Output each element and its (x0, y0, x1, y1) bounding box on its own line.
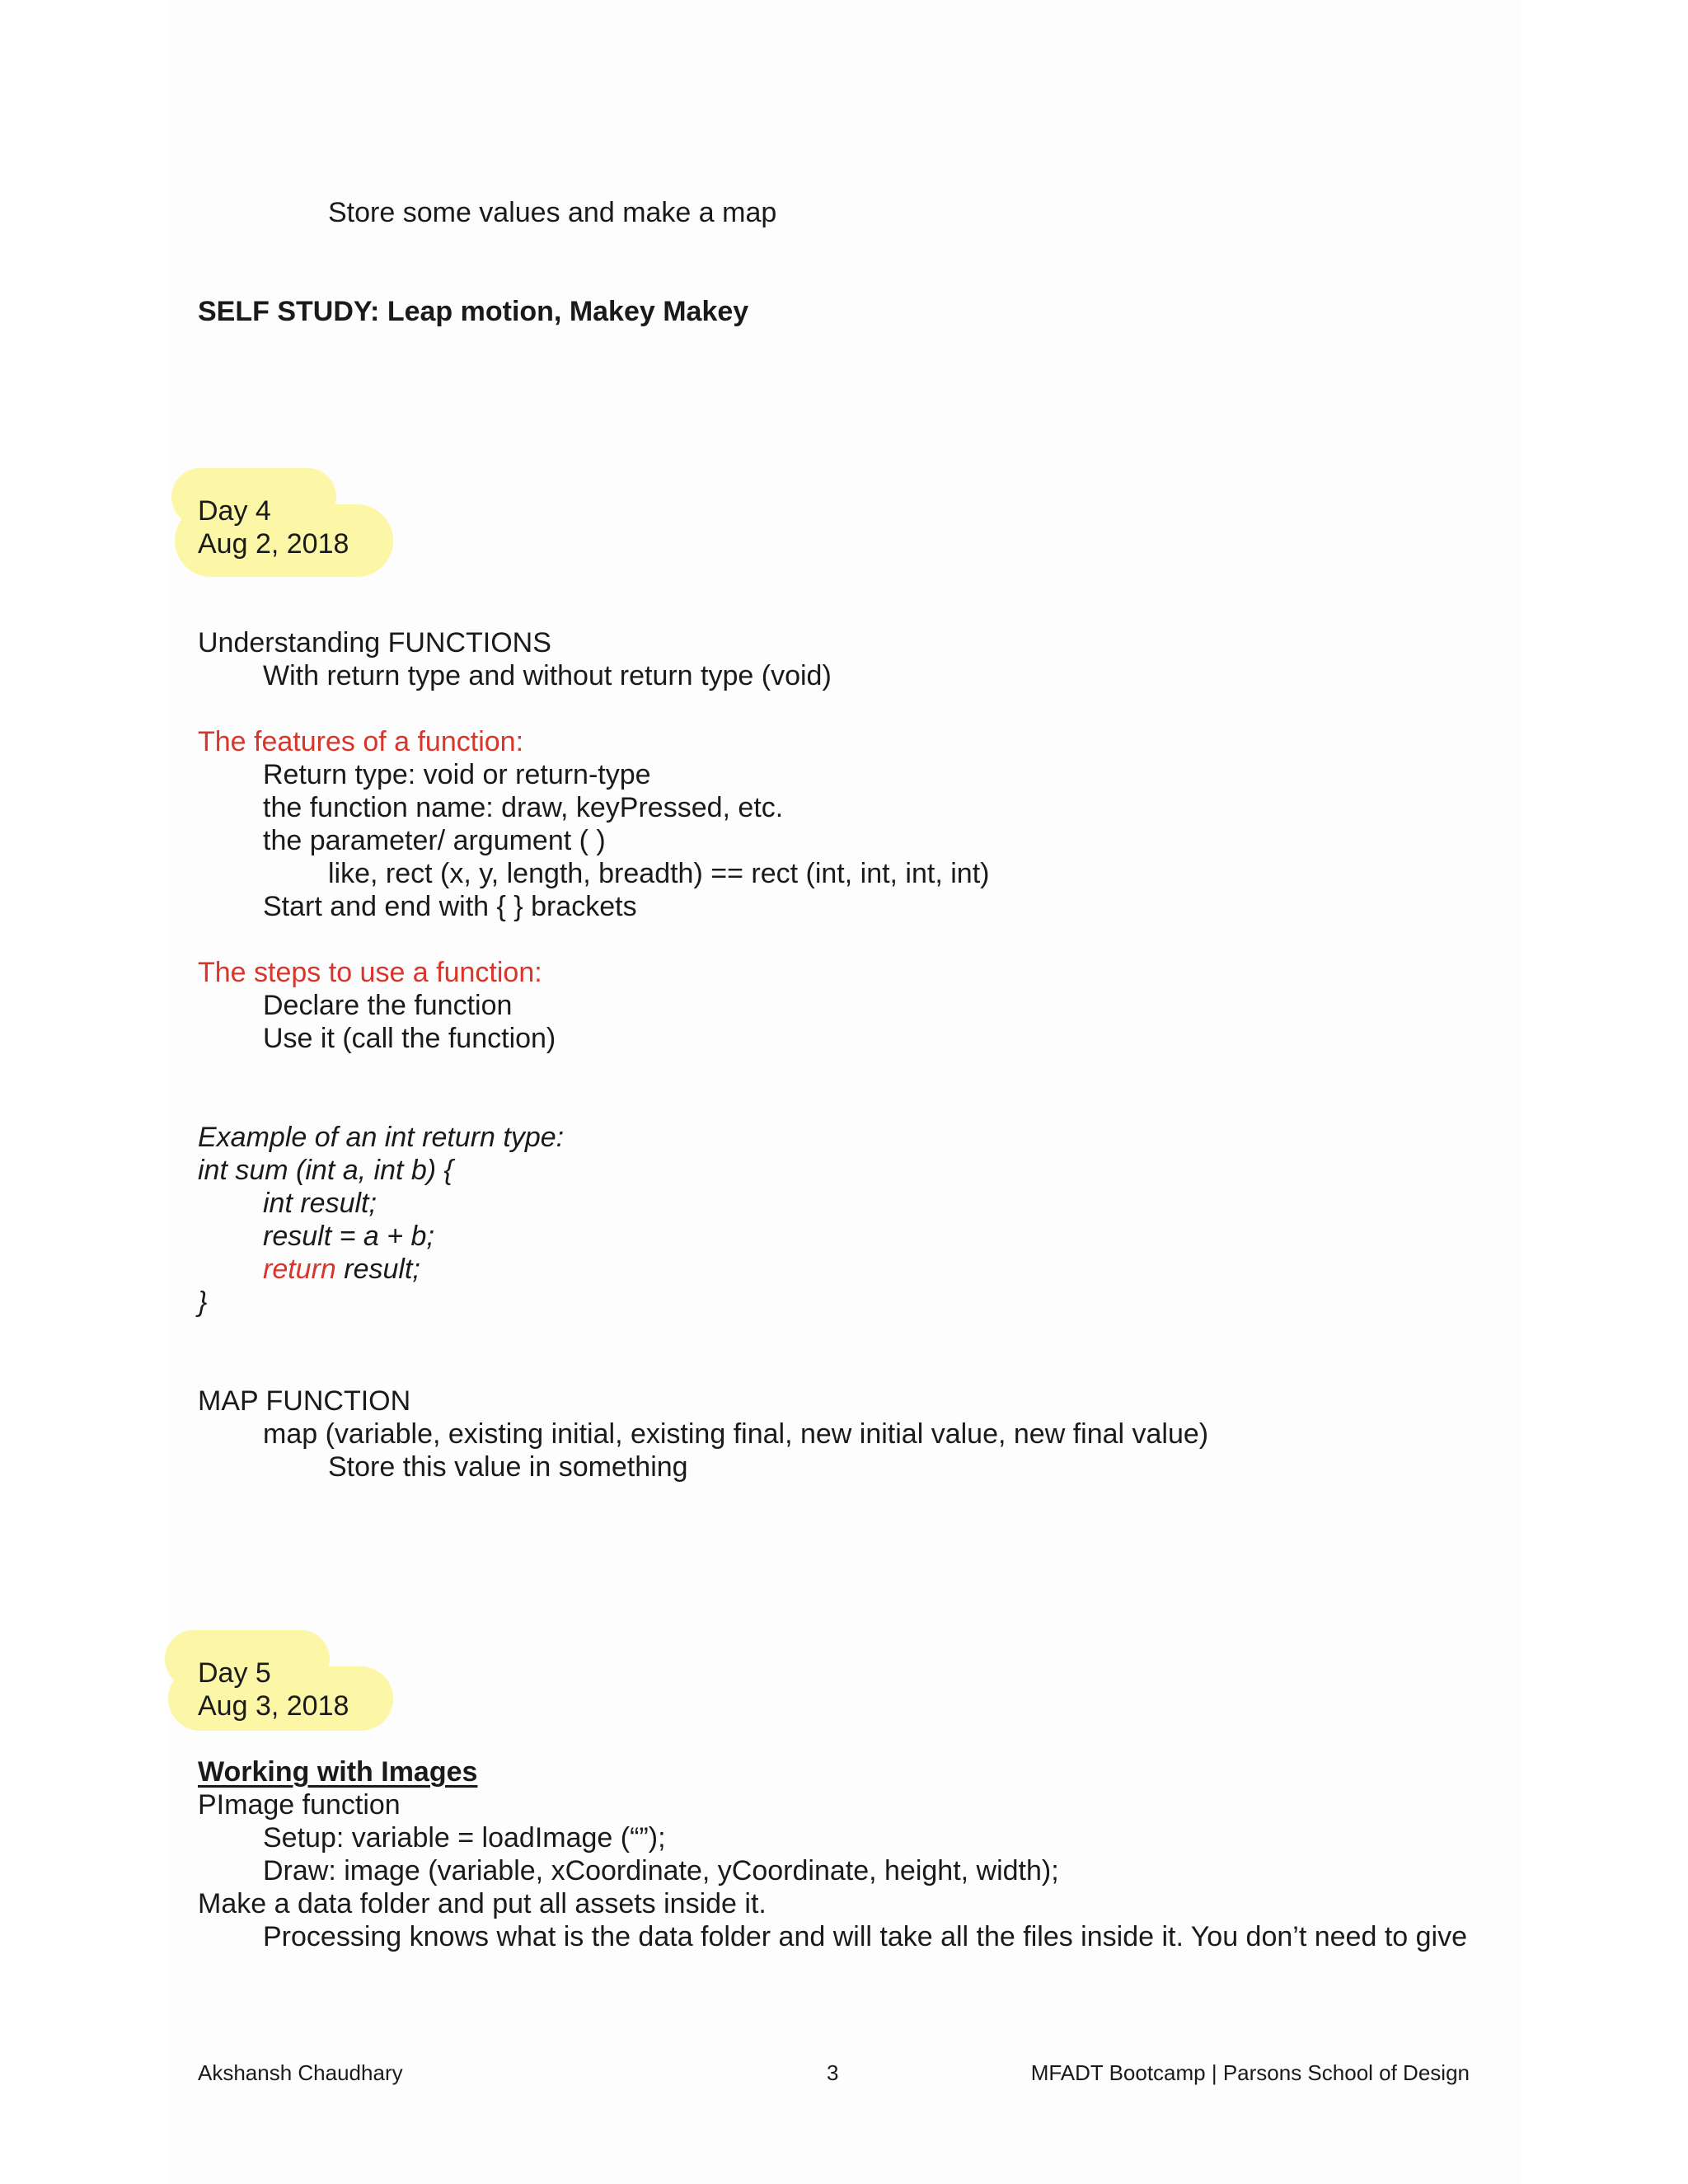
example-line-result-assign: result = a + b; (263, 1221, 434, 1252)
example-signature: int sum (int a, int b) { (198, 1155, 453, 1186)
setup-line: Setup: variable = loadImage (“”); (263, 1822, 666, 1854)
store-values-line: Store some values and make a map (328, 197, 777, 228)
return-keyword: return (263, 1254, 336, 1285)
example-line-result-decl: int result; (263, 1188, 377, 1219)
return-rest: result; (335, 1254, 420, 1285)
map-function-heading: MAP FUNCTION (198, 1385, 411, 1417)
processing-line: Processing knows what is the data folder and will take all the files inside it. You don’t need to give (263, 1921, 1467, 1952)
steps-heading: The steps to use a function: (198, 957, 542, 988)
map-signature: map (variable, existing initial, existing final, new initial value, new final value) (263, 1418, 1209, 1450)
feature-parameter: the parameter/ argument ( ) (263, 825, 606, 856)
data-folder-line: Make a data folder and put all assets inside it. (198, 1888, 767, 1919)
feature-brackets: Start and end with { } brackets (263, 891, 637, 922)
features-heading: The features of a function: (198, 726, 524, 757)
day4-date: Aug 2, 2018 (198, 528, 349, 560)
pimage-function-line: PImage function (198, 1789, 401, 1821)
footer-author: Akshansh Chaudhary (198, 2060, 403, 2085)
feature-rect-example: like, rect (x, y, length, breadth) == rect (int, int, int, int) (328, 858, 990, 889)
feature-function-name: the function name: draw, keyPressed, etc. (263, 792, 784, 823)
feature-return-type: Return type: void or return-type (263, 759, 651, 790)
map-store-line: Store this value in something (328, 1451, 688, 1483)
footer-page-number: 3 (827, 2060, 839, 2085)
working-with-images-heading: Working with Images (198, 1756, 478, 1788)
step-use: Use it (call the function) (263, 1023, 556, 1054)
step-declare: Declare the function (263, 990, 513, 1021)
day5-label: Day 5 (198, 1657, 271, 1689)
example-return-line (263, 1253, 420, 1286)
example-title: Example of an int return type: (198, 1122, 565, 1153)
day5-date: Aug 3, 2018 (198, 1690, 349, 1722)
example-close-brace: } (198, 1286, 208, 1318)
return-types-line: With return type and without return type (void) (263, 660, 832, 691)
draw-line: Draw: image (variable, xCoordinate, yCoordinate, height, width); (263, 1855, 1059, 1886)
day4-label: Day 4 (198, 495, 271, 527)
self-study-line: SELF STUDY: Leap motion, Makey Makey (198, 296, 749, 327)
footer-program: MFADT Bootcamp | Parsons School of Design (1030, 2060, 1470, 2085)
understanding-functions: Understanding FUNCTIONS (198, 627, 551, 658)
